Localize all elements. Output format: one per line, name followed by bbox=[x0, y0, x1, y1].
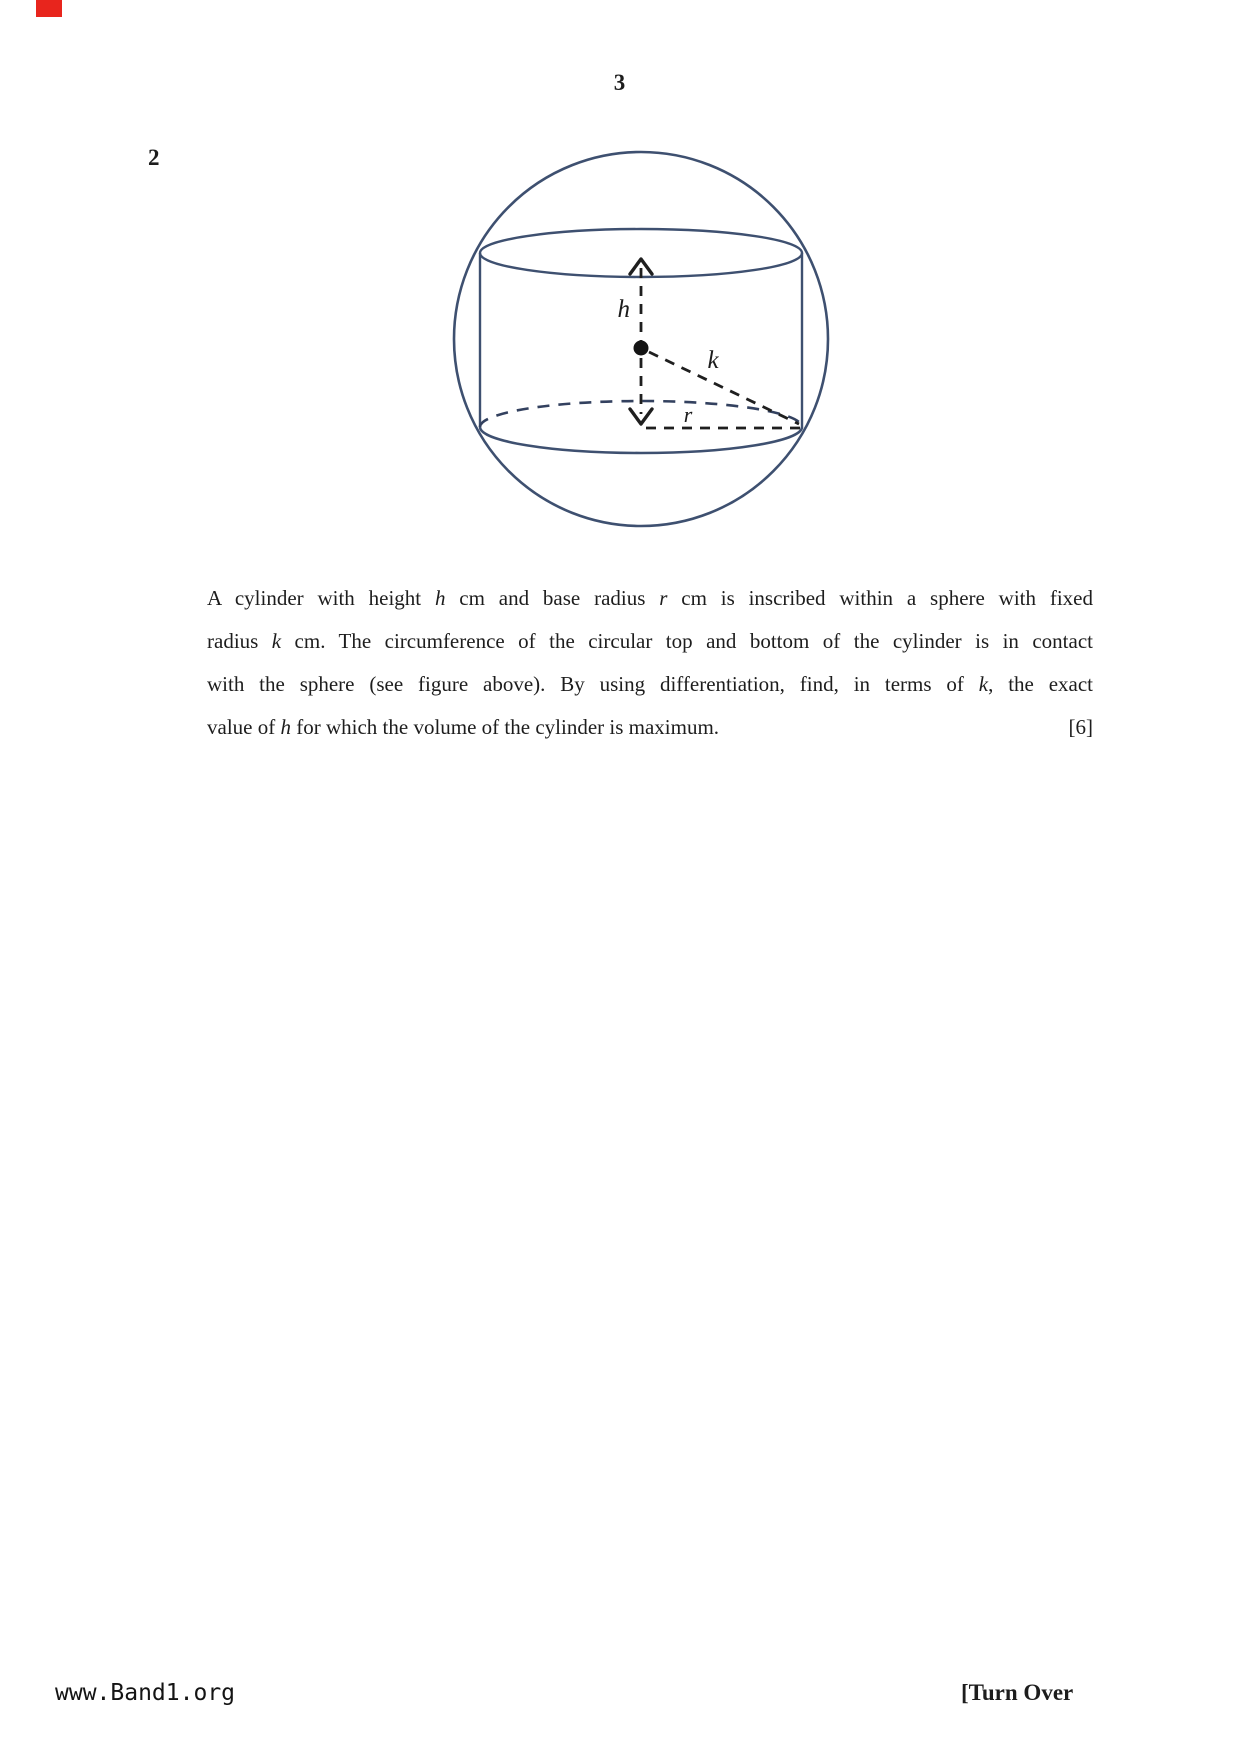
axis-arrow-down bbox=[630, 409, 652, 424]
question-text-line: with the sphere (see figure above). By using differentiation, find, in terms of k, the exact bbox=[207, 672, 1093, 696]
cylinder-bottom-front bbox=[480, 427, 802, 453]
page-number: 3 bbox=[613, 70, 626, 95]
math-variable: r bbox=[659, 586, 668, 610]
footer-turn-over: [Turn Over bbox=[961, 1680, 1074, 1705]
sphere-outline bbox=[454, 152, 828, 526]
marks-label: [6] bbox=[1068, 715, 1093, 739]
sphere-centre-dot bbox=[634, 341, 649, 356]
question-text-line: A cylinder with height h cm and base radius r cm is inscribed within a sphere with fixed bbox=[207, 586, 1093, 610]
footer-website: www.Band1.org bbox=[55, 1680, 236, 1706]
question-text-line: radius k cm. The circumference of the circular top and bottom of the cylinder is in contact bbox=[207, 629, 1093, 653]
math-variable: k bbox=[978, 672, 989, 696]
red-scan-artifact bbox=[36, 0, 62, 17]
question-text-line: value of h for which the volume of the cylinder is maximum. bbox=[207, 715, 720, 739]
math-variable: h bbox=[280, 715, 291, 739]
sphere-cylinder-diagram bbox=[445, 140, 840, 535]
diagram-label-h: h bbox=[617, 296, 630, 323]
question-number: 2 bbox=[148, 145, 160, 170]
diagram-label-r: r bbox=[683, 402, 693, 427]
question-text bbox=[207, 577, 1093, 749]
diagram-label-k: k bbox=[707, 347, 719, 374]
math-variable: h bbox=[434, 586, 446, 610]
math-variable: k bbox=[271, 629, 282, 653]
